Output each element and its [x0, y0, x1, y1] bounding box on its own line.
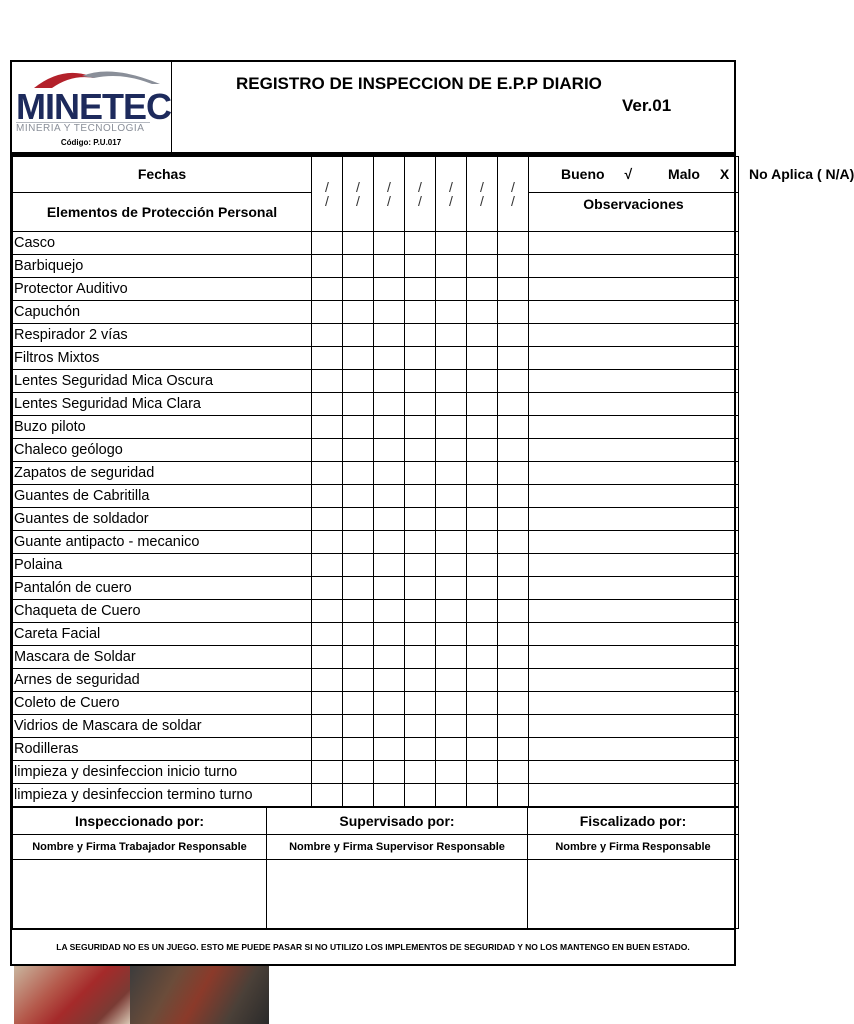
observation-cell[interactable] [529, 761, 739, 784]
check-cell[interactable] [467, 278, 498, 301]
epp-item-label: limpieza y desinfeccion inicio turno [13, 761, 312, 784]
check-cell[interactable] [312, 393, 343, 416]
epp-item-label: Vidrios de Mascara de soldar [13, 715, 312, 738]
check-cell[interactable] [343, 738, 374, 761]
check-cell[interactable] [343, 669, 374, 692]
check-cell[interactable] [374, 577, 405, 600]
observation-cell[interactable] [529, 301, 739, 324]
check-cell[interactable] [436, 347, 467, 370]
check-cell[interactable] [374, 393, 405, 416]
check-cell[interactable] [498, 715, 529, 738]
fechas-label: Fechas [13, 157, 312, 193]
check-cell[interactable] [467, 232, 498, 255]
check-cell[interactable] [467, 784, 498, 807]
check-cell[interactable] [312, 738, 343, 761]
check-cell[interactable] [343, 232, 374, 255]
inspection-form [10, 60, 854, 966]
table-row [13, 531, 739, 554]
check-cell[interactable] [405, 347, 436, 370]
check-cell[interactable] [436, 646, 467, 669]
check-cell[interactable] [436, 278, 467, 301]
epp-item-label: Chaqueta de Cuero [13, 600, 312, 623]
date-cell[interactable]: / / [405, 157, 436, 232]
check-cell[interactable] [467, 577, 498, 600]
check-cell[interactable] [498, 324, 529, 347]
table-row [13, 646, 739, 669]
observation-cell[interactable] [529, 738, 739, 761]
check-cell[interactable] [374, 623, 405, 646]
check-cell[interactable] [405, 669, 436, 692]
check-cell[interactable] [343, 462, 374, 485]
injury-photo-left [14, 966, 130, 1024]
check-cell[interactable] [498, 393, 529, 416]
check-cell[interactable] [405, 462, 436, 485]
observation-cell[interactable] [529, 531, 739, 554]
check-cell[interactable] [343, 531, 374, 554]
check-cell[interactable] [312, 600, 343, 623]
epp-item-label: Chaleco geólogo [13, 439, 312, 462]
check-cell[interactable] [498, 554, 529, 577]
check-cell[interactable] [312, 347, 343, 370]
observation-cell[interactable] [529, 232, 739, 255]
check-cell[interactable] [374, 669, 405, 692]
table-row [13, 370, 739, 393]
check-cell[interactable] [374, 646, 405, 669]
check-cell[interactable] [312, 623, 343, 646]
check-cell[interactable] [467, 393, 498, 416]
check-cell[interactable] [312, 485, 343, 508]
table-row [13, 623, 739, 646]
check-cell[interactable] [405, 600, 436, 623]
table-row [13, 439, 739, 462]
check-cell[interactable] [467, 715, 498, 738]
table-row [13, 715, 739, 738]
form-title: REGISTRO DE INSPECCION DE E.P.P DIARIO [236, 74, 602, 93]
check-cell[interactable] [436, 715, 467, 738]
epp-item-label: Lentes Seguridad Mica Oscura [13, 370, 312, 393]
check-cell[interactable] [498, 738, 529, 761]
supervisado-label: Supervisado por: [267, 808, 528, 835]
check-cell[interactable] [467, 324, 498, 347]
legend-malo: Malo X [668, 166, 730, 182]
fiscalizado-label: Fiscalizado por: [528, 808, 739, 835]
check-cell[interactable] [343, 393, 374, 416]
check-cell[interactable] [467, 370, 498, 393]
observation-cell[interactable] [529, 324, 739, 347]
check-cell[interactable] [467, 600, 498, 623]
epp-item-label: Arnes de seguridad [13, 669, 312, 692]
check-cell[interactable] [436, 324, 467, 347]
check-cell[interactable] [498, 669, 529, 692]
observation-cell[interactable] [529, 554, 739, 577]
table-row [13, 692, 739, 715]
epp-item-label: Pantalón de cuero [13, 577, 312, 600]
check-cell[interactable] [312, 370, 343, 393]
check-cell[interactable] [343, 761, 374, 784]
check-cell[interactable] [436, 393, 467, 416]
check-cell[interactable] [405, 646, 436, 669]
check-cell[interactable] [498, 600, 529, 623]
injury-photos [14, 966, 269, 1024]
check-cell[interactable] [436, 462, 467, 485]
check-cell[interactable] [436, 623, 467, 646]
epp-item-label: Careta Facial [13, 623, 312, 646]
check-cell[interactable] [405, 370, 436, 393]
check-cell[interactable] [436, 485, 467, 508]
legend-bueno: Bueno √ [561, 166, 633, 182]
table-row [13, 508, 739, 531]
observation-cell[interactable] [529, 784, 739, 807]
epp-item-label: Buzo piloto [13, 416, 312, 439]
check-cell[interactable] [374, 715, 405, 738]
check-cell[interactable] [343, 577, 374, 600]
check-cell[interactable] [343, 347, 374, 370]
check-cell[interactable] [436, 669, 467, 692]
check-cell[interactable] [405, 554, 436, 577]
check-cell[interactable] [312, 554, 343, 577]
epp-item-label: limpieza y desinfeccion termino turno [13, 784, 312, 807]
check-cell[interactable] [374, 600, 405, 623]
epp-item-label: Guantes de Cabritilla [13, 485, 312, 508]
safety-footer: LA SEGURIDAD NO ES UN JUEGO. ESTO ME PUEDE PASAR SI NO UTILIZO LOS IMPLEMENTOS DE SEGURIDAD Y NO LOS MANTENGO EN BUEN ESTADO. [12, 929, 734, 964]
check-cell[interactable] [374, 738, 405, 761]
check-cell[interactable] [498, 232, 529, 255]
check-cell[interactable] [498, 531, 529, 554]
check-cell[interactable] [498, 416, 529, 439]
check-cell[interactable] [374, 278, 405, 301]
form-version: Ver.01 [622, 96, 672, 115]
status-legend [529, 157, 854, 193]
company-logo [12, 62, 172, 152]
check-cell[interactable] [343, 508, 374, 531]
inspeccionado-sublabel: Nombre y Firma Trabajador Responsable [13, 835, 267, 860]
check-cell[interactable] [467, 462, 498, 485]
check-cell[interactable] [436, 370, 467, 393]
check-cell[interactable] [405, 761, 436, 784]
observation-cell[interactable] [529, 485, 739, 508]
table-row [13, 347, 739, 370]
check-cell[interactable] [312, 278, 343, 301]
check-cell[interactable] [374, 255, 405, 278]
check-cell[interactable] [374, 761, 405, 784]
check-cell[interactable] [498, 462, 529, 485]
check-cell[interactable] [467, 301, 498, 324]
date-cell[interactable]: / / [374, 157, 405, 232]
check-cell[interactable] [405, 232, 436, 255]
observation-cell[interactable] [529, 255, 739, 278]
check-cell[interactable] [312, 301, 343, 324]
check-cell[interactable] [436, 692, 467, 715]
table-row [13, 600, 739, 623]
check-cell[interactable] [467, 669, 498, 692]
check-cell[interactable] [312, 255, 343, 278]
logo-wordmark: MINETEC [16, 86, 171, 127]
check-cell[interactable] [374, 370, 405, 393]
check-cell[interactable] [498, 439, 529, 462]
epp-item-label: Capuchón [13, 301, 312, 324]
observation-cell[interactable] [529, 669, 739, 692]
check-cell[interactable] [343, 416, 374, 439]
check-cell[interactable] [436, 508, 467, 531]
check-cell[interactable] [343, 715, 374, 738]
table-row [13, 324, 739, 347]
check-cell[interactable] [312, 692, 343, 715]
check-cell[interactable] [405, 439, 436, 462]
table-row [13, 669, 739, 692]
check-cell[interactable] [374, 347, 405, 370]
check-cell[interactable] [374, 324, 405, 347]
check-cell[interactable] [374, 508, 405, 531]
observation-cell[interactable] [529, 347, 739, 370]
check-cell[interactable] [498, 623, 529, 646]
epp-item-label: Filtros Mixtos [13, 347, 312, 370]
inspeccionado-label: Inspeccionado por: [13, 808, 267, 835]
check-cell[interactable] [405, 692, 436, 715]
check-cell[interactable] [467, 623, 498, 646]
check-cell[interactable] [498, 646, 529, 669]
epp-item-label: Lentes Seguridad Mica Clara [13, 393, 312, 416]
signature-table [12, 807, 739, 929]
fechas-row [13, 157, 739, 193]
check-cell[interactable] [312, 761, 343, 784]
table-row [13, 301, 739, 324]
check-cell[interactable] [343, 439, 374, 462]
check-cell[interactable] [467, 692, 498, 715]
epp-item-label: Guantes de soldador [13, 508, 312, 531]
check-cell[interactable] [498, 255, 529, 278]
check-cell[interactable] [374, 485, 405, 508]
observation-cell[interactable] [529, 577, 739, 600]
check-cell[interactable] [312, 324, 343, 347]
observation-cell[interactable] [529, 600, 739, 623]
table-row [13, 577, 739, 600]
observation-cell[interactable] [529, 416, 739, 439]
legend-no-aplica: No Aplica ( N/A) [749, 166, 854, 182]
epp-item-label: Zapatos de seguridad [13, 462, 312, 485]
check-cell[interactable] [405, 278, 436, 301]
observation-cell[interactable] [529, 370, 739, 393]
check-cell[interactable] [405, 485, 436, 508]
check-cell[interactable] [312, 577, 343, 600]
table-row [13, 393, 739, 416]
check-cell[interactable] [374, 554, 405, 577]
check-cell[interactable] [405, 715, 436, 738]
check-cell[interactable] [374, 692, 405, 715]
check-cell[interactable] [312, 784, 343, 807]
check-cell[interactable] [498, 278, 529, 301]
check-cell[interactable] [312, 232, 343, 255]
observation-cell[interactable] [529, 393, 739, 416]
table-row [13, 278, 739, 301]
check-cell[interactable] [436, 738, 467, 761]
check-cell[interactable] [312, 439, 343, 462]
check-cell[interactable] [405, 784, 436, 807]
table-row [13, 485, 739, 508]
check-cell[interactable] [405, 508, 436, 531]
epp-item-label: Respirador 2 vías [13, 324, 312, 347]
check-cell[interactable] [436, 255, 467, 278]
check-cell[interactable] [312, 462, 343, 485]
check-cell[interactable] [343, 600, 374, 623]
check-cell[interactable] [343, 278, 374, 301]
check-cell[interactable] [343, 324, 374, 347]
form-code: Código: P.U.017 [60, 138, 122, 147]
check-cell[interactable] [498, 485, 529, 508]
table-row [13, 554, 739, 577]
check-cell[interactable] [405, 393, 436, 416]
epp-item-label: Casco [13, 232, 312, 255]
check-cell[interactable] [498, 347, 529, 370]
table-row [13, 255, 739, 278]
check-cell[interactable] [498, 761, 529, 784]
check-cell[interactable] [498, 692, 529, 715]
observation-cell[interactable] [529, 692, 739, 715]
elementos-label: Elementos de Protección Personal [13, 193, 312, 232]
epp-item-label: Protector Auditivo [13, 278, 312, 301]
check-cell[interactable] [405, 324, 436, 347]
check-cell[interactable] [374, 462, 405, 485]
check-cell[interactable] [467, 255, 498, 278]
check-cell[interactable] [405, 301, 436, 324]
check-cell[interactable] [343, 485, 374, 508]
check-cell[interactable] [343, 370, 374, 393]
check-cell[interactable] [405, 416, 436, 439]
date-cell[interactable]: / / [467, 157, 498, 232]
check-cell[interactable] [436, 577, 467, 600]
inspection-table [12, 156, 854, 807]
check-cell[interactable] [467, 416, 498, 439]
check-cell[interactable] [374, 439, 405, 462]
check-cell[interactable] [467, 554, 498, 577]
form-header [12, 62, 734, 156]
check-cell[interactable] [467, 439, 498, 462]
check-cell[interactable] [405, 255, 436, 278]
table-row [13, 784, 739, 807]
check-cell[interactable] [436, 554, 467, 577]
check-cell[interactable] [436, 416, 467, 439]
observation-cell[interactable] [529, 623, 739, 646]
date-cell[interactable]: / / [498, 157, 529, 232]
check-cell[interactable] [467, 761, 498, 784]
check-cell[interactable] [343, 554, 374, 577]
check-cell[interactable] [436, 761, 467, 784]
check-cell[interactable] [467, 531, 498, 554]
check-cell[interactable] [467, 485, 498, 508]
injury-photo-right [130, 966, 269, 1024]
check-cell[interactable] [312, 715, 343, 738]
check-cell[interactable] [343, 301, 374, 324]
check-cell[interactable] [498, 577, 529, 600]
check-cell[interactable] [436, 232, 467, 255]
fiscalizado-sublabel: Nombre y Firma Responsable [528, 835, 739, 860]
date-cell[interactable]: / / [312, 157, 343, 232]
table-row [13, 738, 739, 761]
date-cell[interactable]: / / [343, 157, 374, 232]
check-cell[interactable] [343, 784, 374, 807]
check-cell[interactable] [436, 301, 467, 324]
check-cell[interactable] [405, 738, 436, 761]
check-cell[interactable] [343, 692, 374, 715]
inspeccionado-signature-field[interactable] [13, 860, 267, 929]
check-cell[interactable] [374, 784, 405, 807]
observation-cell[interactable] [529, 278, 739, 301]
check-cell[interactable] [312, 669, 343, 692]
observation-cell[interactable] [529, 462, 739, 485]
check-cell[interactable] [436, 531, 467, 554]
check-cell[interactable] [374, 531, 405, 554]
check-cell[interactable] [498, 370, 529, 393]
check-cell[interactable] [467, 646, 498, 669]
table-row [13, 416, 739, 439]
epp-item-label: Barbiquejo [13, 255, 312, 278]
epp-item-label: Guante antipacto - mecanico [13, 531, 312, 554]
check-cell[interactable] [312, 416, 343, 439]
check-cell[interactable] [343, 623, 374, 646]
supervisado-signature-field[interactable] [267, 860, 528, 929]
epp-item-label: Polaina [13, 554, 312, 577]
supervisado-sublabel: Nombre y Firma Supervisor Responsable [267, 835, 528, 860]
check-cell[interactable] [498, 508, 529, 531]
check-cell[interactable] [312, 646, 343, 669]
check-cell[interactable] [312, 531, 343, 554]
check-cell[interactable] [343, 255, 374, 278]
table-row [13, 462, 739, 485]
logo-subtitle: MINERIA Y TECNOLOGIA [16, 122, 150, 134]
check-cell[interactable] [467, 508, 498, 531]
observaciones-label: Observaciones [529, 193, 739, 232]
epp-item-label: Coleto de Cuero [13, 692, 312, 715]
table-row [13, 232, 739, 255]
observation-cell[interactable] [529, 646, 739, 669]
check-cell[interactable] [467, 738, 498, 761]
check-cell[interactable] [374, 301, 405, 324]
check-cell[interactable] [374, 416, 405, 439]
check-cell[interactable] [374, 232, 405, 255]
date-cell[interactable]: / / [436, 157, 467, 232]
observation-cell[interactable] [529, 439, 739, 462]
check-cell[interactable] [312, 508, 343, 531]
check-cell[interactable] [405, 577, 436, 600]
table-row [13, 761, 739, 784]
check-cell[interactable] [436, 784, 467, 807]
check-cell[interactable] [498, 301, 529, 324]
check-cell[interactable] [498, 784, 529, 807]
observation-cell[interactable] [529, 508, 739, 531]
check-cell[interactable] [405, 623, 436, 646]
check-cell[interactable] [436, 600, 467, 623]
check-cell[interactable] [343, 646, 374, 669]
check-cell[interactable] [467, 347, 498, 370]
check-cell[interactable] [436, 439, 467, 462]
observation-cell[interactable] [529, 715, 739, 738]
check-cell[interactable] [405, 531, 436, 554]
epp-item-label: Rodilleras [13, 738, 312, 761]
fiscalizado-signature-field[interactable] [528, 860, 739, 929]
epp-item-label: Mascara de Soldar [13, 646, 312, 669]
